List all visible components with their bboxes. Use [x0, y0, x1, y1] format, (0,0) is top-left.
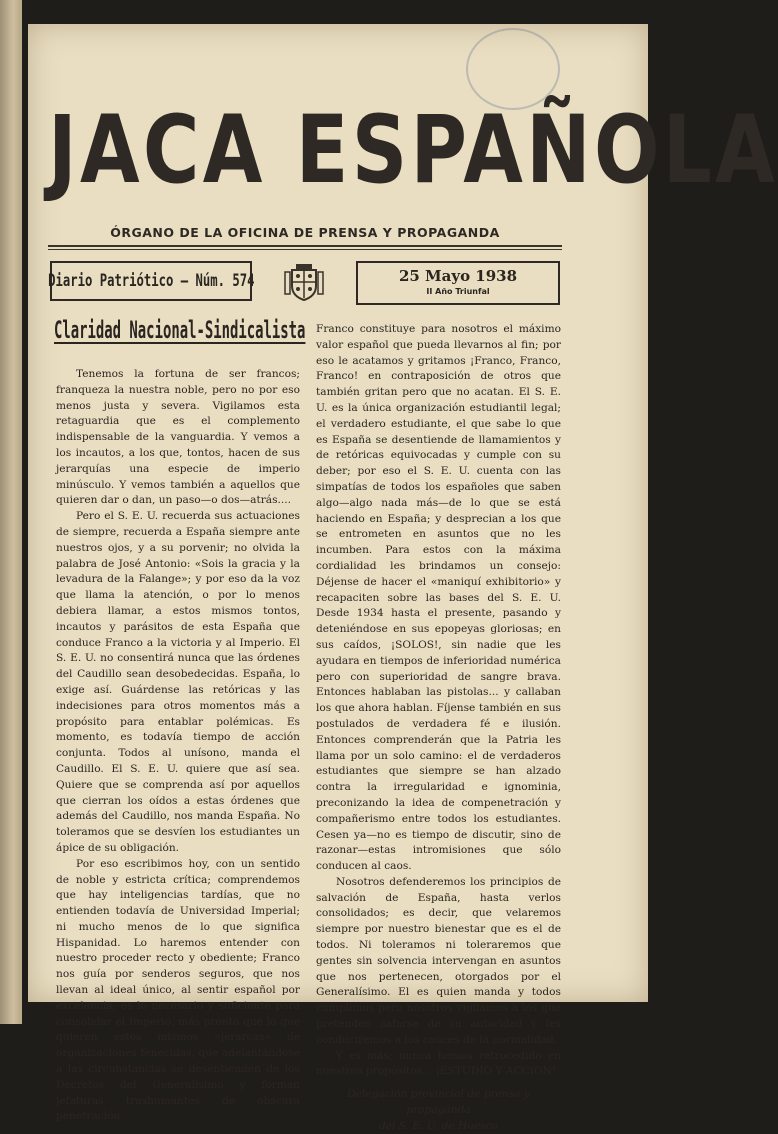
masthead-subtitle: ÓRGANO DE LA OFICINA DE PRENSA Y PROPAGANDA: [110, 225, 500, 240]
paragraph: Tenemos la fortuna de ser francos; franqueza la nuestra noble, pero no por eso menos justa y severa. Vigilamos esta retaguardia que es el complemento indispensable de la vanguardia. Y vemos a los incautos, a los que, tontos, hacen de sus jerarquías una especie de imperio minúsculo. Y vemos también a aquellos que quieren dar o dan, un paso—o dos—atrás....: [56, 368, 300, 507]
signature-line: Delegación provincial de prensa y propaganda: [347, 1088, 530, 1117]
adjacent-page-edge: [0, 0, 22, 1024]
article-title: Claridad Nacional-Sindicalista: [54, 316, 306, 344]
paragraph: Nosotros defenderemos los principios de salvación de España, hasta verlos consolidados; es decir, que velaremos siempre por nuestro bienestar que es el de todos. Ni toleramos ni toleraremos que gentes sin solvencia intervengan en asuntos que nos pertenecen, otorgados por el Generalísimo. El es quien manda y todos cumplimos pero nosotros vigilamos a los que pretenden zafarse de su autoridad y les conduciremos a los cauces de la normalidad.: [316, 875, 561, 1046]
divider: [48, 249, 562, 250]
triumphal-year: II Año Triunfal: [426, 287, 490, 296]
signature: [316, 1086, 561, 1134]
paragraph: Pero el S. E. U. recuerda sus actuaciones de siempre, recuerda a España siempre ante nuestros ojos, y a su porvenir; no olvida la palabra de José Antonio: «Sois la gracia y la levadura de la Falange»; y por eso da la voz que llama la atención, o por lo menos debiera llamar, a estos mismos tontos, incautos y parásitos de esta España que conduce Franco a la victoria y al Imperio. El S. E. U. no consentirá nunca que las órdenes del Caudillo sean desobedecidas. España, lo exige así. Guárdense las retóricas y las indecisiones para otros momentos más a propósito para entablar polémicas. Es momento, es todavía tiempo de acción conjunta. Todos al unísono, manda el Caudillo. El S. E. U. quiere que así sea. Quiere que se comprenda así por aquellos que cierran los oídos a estas órdenes que además del Caudillo, nos manda España. No toleramos que se desvíen los estudiantes un ápice de su obligación.: [56, 510, 300, 854]
article-column-left: [56, 367, 300, 1125]
coat-of-arms-icon: [282, 262, 326, 302]
issue-date: 25 Mayo 1938: [398, 267, 518, 285]
date-box: [356, 261, 560, 305]
article-column-right: [316, 322, 561, 1134]
paragraph: Y es más; nunca hemos retrocedido en nuestros propósitos... ¡ESTUDIO Y ACCION!: [316, 1049, 561, 1078]
masthead-title: JACA ESPAÑOLA: [48, 96, 778, 205]
paragraph: Por eso escribimos hoy, con un sentido de noble y estricta crítica; comprendemos que hay inteligencias tardías, que no entienden todavía de Universidad Imperial; ni mucho menos de lo que significa Hispanidad. Lo haremos entender con nuestro proceder recto y obediente; Franco nos guía por senderos seguros, que nos llevan al ideal único, al sentir español por excelencia; es lo necesario y suficiente para consolidar el Imperio, más pronto que lo que quieren estos mismos «jerarcas» de organizaciones fenecidas, que adelantándose a las circunstancias se desentienden de los Decretos del Generalísimo y forman jefaturas trashumantes de obscura penetración.: [56, 857, 300, 1123]
issue-box: [47, 261, 255, 301]
paragraph: Franco constituye para nosotros el máximo valor español que pueda llevarnos al fin; por eso le acatamos y gritamos ¡Franco, Franco, Franco! en contraposición de otros que también gritan pero que no acatan. El S. E. U. es la única organización estudiantil legal; el verdadero estudiante, el que sabe lo que es España se desentiende de llamamientos y de retóricas equivocadas y cumple con su deber; por eso el S. E. U. cuenta con las simpatías de todos los españoles que saben algo—algo nada más—de lo que se está haciendo en España; y desprecian a los que se entrometen en asuntos que no les incumben. Para estos con la máxima cordialidad les brindamos un consejo: Déjense de hacer el «maniquí exhibitorio» y recapaciten sobre las bases del S. E. U. Desde 1934 hasta el presente, pasando y deteniéndose en sus epopeyas gloriosas; en sus caídos, ¡SOLOS!, sin nadie que les ayudara en tiempos de inferioridad numérica pero con superioridad de sangre brava. Entonces hablaban las pistolas... y callaban los que ahora hablan. Fíjense también en sus postulados de verdadera fé e ilusión. Entonces comprenderán que la Patria les llama por un solo camino: el de verdaderos estudiantes que siempre se han alzado contra la irregularidad e ignominia, preconizando la idea de compenetración y compañerismo entre todos los estudiantes. Cesen ya—no es tiempo de discutir, sino de razonar—estas intromisiones que sólo conducen al caos.: [316, 323, 561, 873]
signature-line: del S. E. U. de Huesca: [378, 1120, 498, 1133]
issue-label: Diario Patriótico — Núm. 574: [47, 271, 255, 291]
newspaper-page: [28, 24, 778, 1133]
divider: [48, 245, 562, 247]
